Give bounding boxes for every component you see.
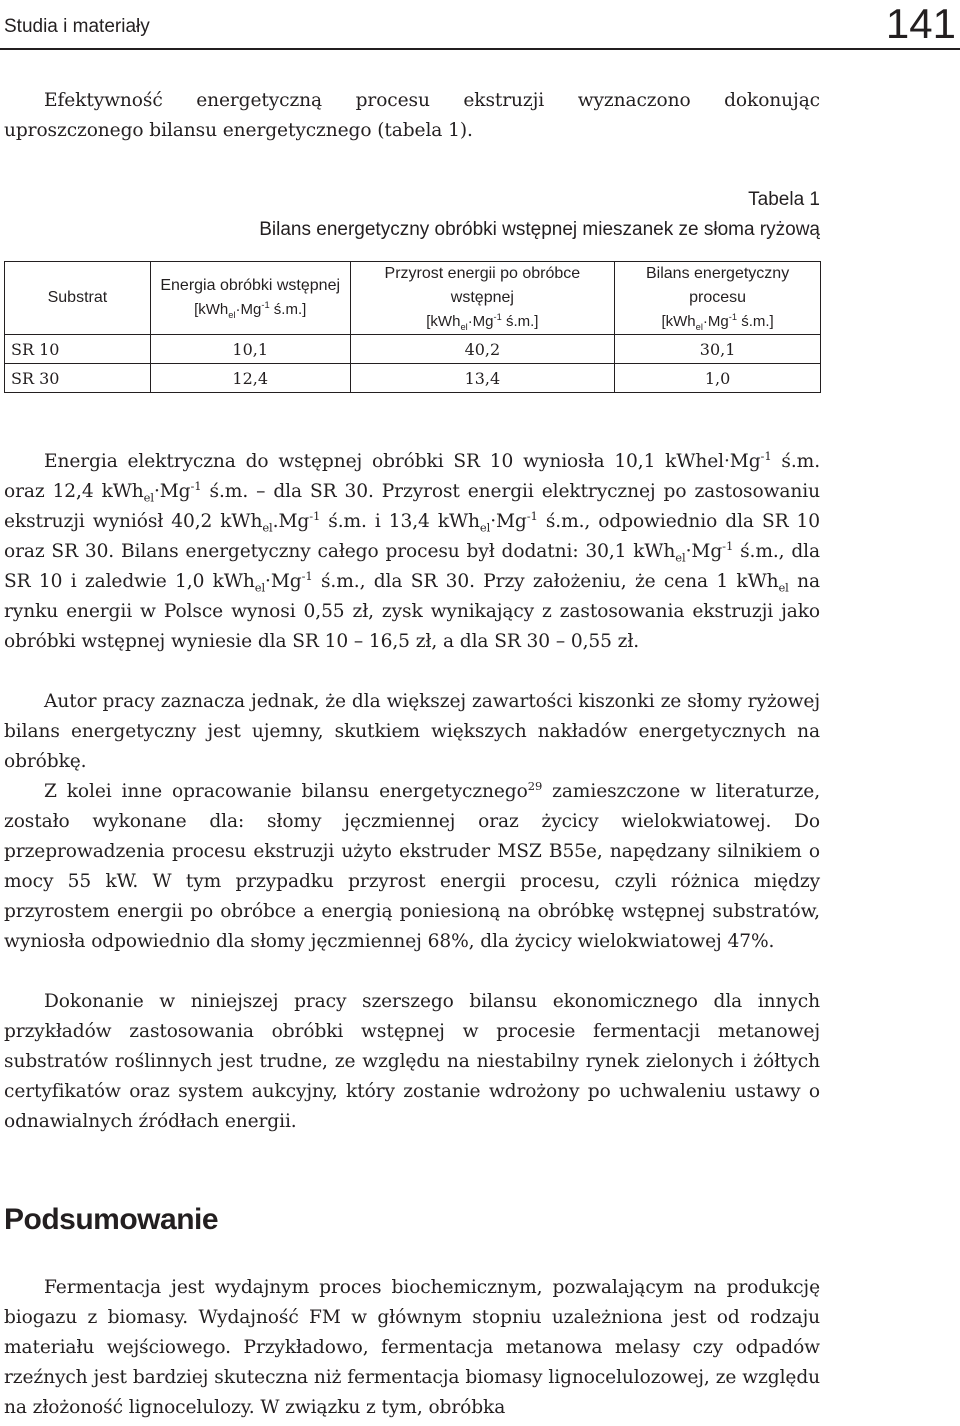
column-header-substrat: Substrat: [5, 262, 151, 335]
table-cell: 10,1: [150, 335, 350, 364]
table-row: [5, 364, 821, 393]
table-cell: SR 10: [5, 335, 151, 364]
column-header-bilans: Bilans energetyczny procesu [$kWh_{el}\cdot Mg^{-1}$ ś.m.]: [615, 262, 821, 335]
table-cell: 12,4: [150, 364, 350, 393]
table-cell: 13,4: [350, 364, 615, 393]
body-paragraph-summary: Fermentacja jest wydajnym proces biochemicznym, pozwalającym na produkcję biogazu z biomasy. Wydajność FM w głównym stopniu uzależniona jest od rodzaju materiału wejściowego. Przykładowo, fermentacja metanowa melasy czy odpadów rzeźnych jest bardziej skuteczna niż fermentacja biomasy lignocelulozowej, ze względu na złożoność lignocelulozy. W związku z tym, obróbka: [4, 1277, 820, 1418]
page-header: [0, 0, 960, 50]
column-unit: [$kWh_{el}\cdot Mg^{-1}$ ś.m.]: [661, 312, 774, 332]
table-number: Tabela 1: [748, 189, 820, 210]
table-row: [5, 335, 821, 364]
column-unit: [$kWh_{el}\cdot Mg^{-1}$ ś.m.]: [426, 312, 539, 332]
footnote-ref: 29: [527, 778, 543, 793]
column-header-energia: Energia obróbki wstępnej [$kWh_{el}\cdot Mg^{-1}$ ś.m.]: [150, 262, 350, 335]
page-number: 141: [885, 0, 956, 47]
energy-balance-table: [4, 261, 821, 393]
body-paragraph-literature: Z kolei inne opracowanie bilansu energetycznego$^{29}$ zamieszczone w literaturze, zostało wykonane dla: słomy jęczmiennej oraz życicy wielokwiatowej. Do przeprowadzenia procesu ekstruzji użyto ekstruder MSZ B55e, napędzany silnikiem o mocy 55 kW. W tym przypadku przyrost energii procesu, czyli różnica między przyrostem energii po obróbce a energią poniesioną na obróbkę wstępnej substratów, wyniosła odpowiednio dla słomy jęczmiennej 68%, dla życicy wielokwiatowej 47%.: [4, 778, 821, 952]
table-title: Bilans energetyczny obróbki wstępnej mieszanek ze słoma ryżową: [259, 219, 820, 240]
table-cell: 40,2: [350, 335, 615, 364]
body-paragraph-economic: Dokonanie w niniejszej pracy szerszego bilansu ekonomicznego dla innych przykładów zastosowania obróbki wstępnej w procesie fermentacji metanowej substratów roślinnych jest trudne, ze względu na niestabilny rynek zielonych i żółtych certyfikatów oraz system aukcyjny, który zostanie wdrożony po uchwaleniu ustawy o odnawialnych źródłach energii.: [4, 991, 820, 1132]
table-cell: SR 30: [5, 364, 151, 393]
column-header-przyrost: Przyrost energii po obróbce wstępnej [$kWh_{el}\cdot Mg^{-1}$ ś.m.]: [350, 262, 615, 335]
body-paragraph-author: Autor pracy zaznacza jednak, że dla większej zawartości kiszonki ze słomy ryżowej bilans energetyczny jest ujemny, skutkiem większych nakładów energetycznych na obróbkę.: [4, 691, 820, 772]
table-caption: [259, 185, 820, 245]
table-header-row: [5, 262, 821, 335]
running-head: Studia i materiały: [4, 16, 150, 37]
column-unit: [$kWh_{el}\cdot Mg^{-1}$ ś.m.]: [194, 300, 307, 320]
table-cell: 1,0: [615, 364, 821, 393]
body-paragraph-energy: Energia elektryczna do wstępnej obróbki SR 10 wyniosła 10,1 $kWhel\cdot Mg^{-1}$ ś.m. oraz 12,4 $kWh_{el}\cdot Mg^{-1}$ ś.m. – dla SR 30. Przyrost energii elektrycznej po zastosowaniu ekstruzji wyniósł 40,2 $kWh_{el}.Mg^{-1}$ ś.m. i 13,4 $kWh_{el}\cdot Mg^{-1}$ ś.m., odpowiednio dla SR 10 oraz SR 30. Bilans energetyczny całego procesu był dodatni: 30,1 $kWh_{el}\cdot Mg^{-1}$ ś.m., dla SR 10 i zaledwie 1,0 $kWh_{el}\cdot Mg^{-1}$ ś.m., dla SR 30. Przy założeniu, że cena 1 kWh$_{el}$ na rynku energii w Polsce wynosi 0,55 zł, zysk wynikający z zastosowania ekstruzji jako obróbki wstępnej wyniesie dla SR 10 – 16,5 zł, a dla SR 30 – 0,55 zł.: [4, 448, 820, 652]
table-cell: 30,1: [615, 335, 821, 364]
intro-paragraph: Efektywność energetyczną procesu ekstruzji wyznaczono dokonując uproszczonego bilansu energetycznego (tabela 1).: [4, 90, 820, 141]
section-heading: Podsumowanie: [4, 1203, 219, 1236]
